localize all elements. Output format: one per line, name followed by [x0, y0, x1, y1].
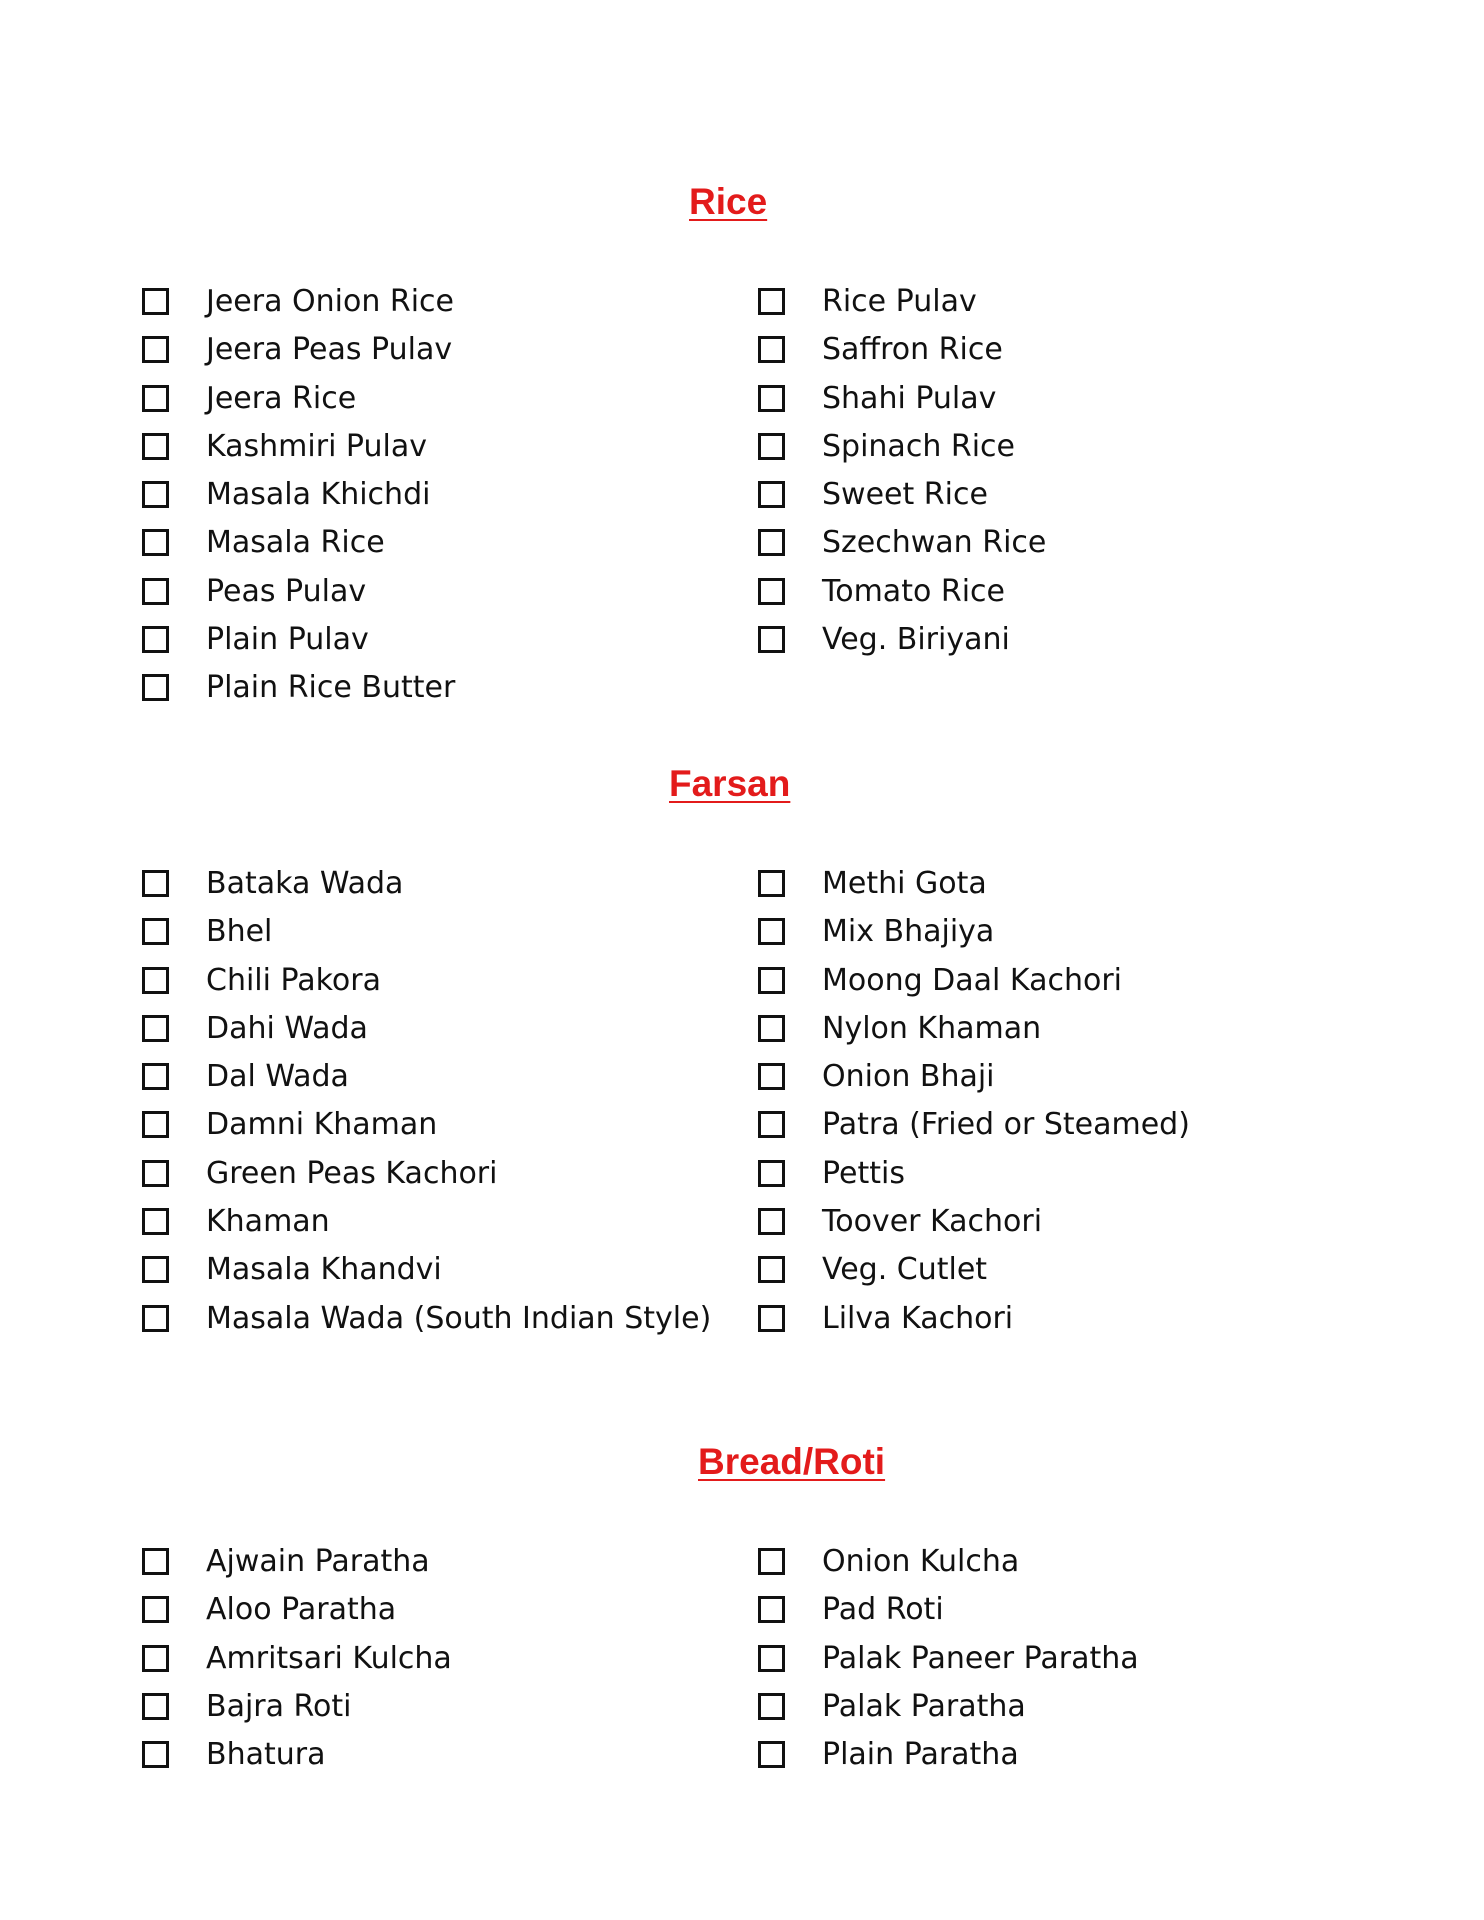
- checkbox[interactable]: [758, 1596, 785, 1623]
- item-label: Dal Wada: [206, 1059, 349, 1095]
- item-label: Damni Khaman: [206, 1107, 438, 1143]
- checkbox[interactable]: [758, 288, 785, 315]
- checkbox[interactable]: [142, 1741, 169, 1768]
- item-label: Pettis: [822, 1155, 905, 1191]
- checkbox[interactable]: [142, 1111, 169, 1138]
- item-label: Khaman: [206, 1204, 330, 1240]
- section-title-farsan: Farsan: [669, 763, 791, 804]
- item-label: Ajwain Paratha: [206, 1544, 430, 1579]
- checkbox[interactable]: [142, 626, 169, 653]
- checkbox[interactable]: [758, 481, 785, 508]
- item-label: Jeera Rice: [206, 380, 357, 416]
- checkbox[interactable]: [758, 1208, 785, 1235]
- item-label: Bajra Roti: [206, 1688, 352, 1724]
- item-label: Mix Bhajiya: [822, 914, 995, 950]
- checkbox[interactable]: [758, 1305, 785, 1332]
- item-label: Plain Pulav: [206, 622, 369, 658]
- item-label: Amritsari Kulcha: [206, 1640, 452, 1676]
- item-label: Saffron Rice: [822, 332, 1003, 368]
- item-label: Veg. Biriyani: [822, 622, 1010, 658]
- checkbox[interactable]: [142, 1548, 169, 1575]
- item-label: Sweet Rice: [822, 477, 988, 513]
- item-label: Nylon Khaman: [822, 1010, 1042, 1046]
- item-label: Dahi Wada: [206, 1010, 368, 1046]
- checkbox[interactable]: [142, 1208, 169, 1235]
- checkbox[interactable]: [758, 385, 785, 412]
- checkbox[interactable]: [142, 433, 169, 460]
- item-label: Patra (Fried or Steamed): [822, 1107, 1190, 1143]
- item-label: Jeera Peas Pulav: [206, 332, 453, 368]
- item-label: Veg. Cutlet: [822, 1252, 988, 1288]
- checkbox[interactable]: [758, 1693, 785, 1720]
- checkbox[interactable]: [758, 578, 785, 605]
- item-label: Palak Paratha: [822, 1688, 1026, 1724]
- item-label: Bhatura: [206, 1737, 326, 1773]
- section-title-rice: Rice: [689, 181, 768, 222]
- item-label: Shahi Pulav: [822, 380, 997, 416]
- checkbox[interactable]: [758, 433, 785, 460]
- item-label: Peas Pulav: [206, 573, 367, 609]
- checkbox[interactable]: [758, 918, 785, 945]
- item-label: Palak Paneer Paratha: [822, 1640, 1139, 1676]
- item-label: Masala Rice: [206, 525, 385, 561]
- checkbox[interactable]: [142, 1256, 169, 1283]
- item-label: Moong Daal Kachori: [822, 962, 1122, 998]
- checkbox[interactable]: [758, 1063, 785, 1090]
- checkbox[interactable]: [142, 481, 169, 508]
- checkbox[interactable]: [758, 1111, 785, 1138]
- checkbox[interactable]: [758, 1548, 785, 1575]
- checkbox[interactable]: [758, 1160, 785, 1187]
- item-label: Onion Kulcha: [822, 1544, 1020, 1579]
- item-label: Chili Pakora: [206, 962, 382, 998]
- item-label: Kashmiri Pulav: [206, 428, 427, 464]
- checkbox[interactable]: [142, 1063, 169, 1090]
- item-label: Toover Kachori: [822, 1204, 1043, 1240]
- checkbox[interactable]: [758, 1645, 785, 1672]
- checkbox[interactable]: [142, 1645, 169, 1672]
- checkbox[interactable]: [142, 385, 169, 412]
- item-label: Aloo Paratha: [206, 1592, 397, 1628]
- checkbox[interactable]: [758, 870, 785, 897]
- checkbox[interactable]: [758, 529, 785, 556]
- item-label: Masala Khichdi: [206, 477, 431, 513]
- item-label: Spinach Rice: [822, 428, 1015, 464]
- item-label: Jeera Onion Rice: [206, 284, 455, 319]
- checkbox[interactable]: [758, 1015, 785, 1042]
- checkbox[interactable]: [142, 1596, 169, 1623]
- section-title-bread-roti: Bread/Roti: [698, 1441, 886, 1482]
- item-label: Onion Bhaji: [822, 1059, 995, 1095]
- checkbox[interactable]: [142, 1305, 169, 1332]
- item-label: Szechwan Rice: [822, 525, 1047, 561]
- checkbox[interactable]: [142, 967, 169, 994]
- item-label: Plain Rice Butter: [206, 670, 456, 706]
- checkbox[interactable]: [142, 578, 169, 605]
- item-label: Rice Pulav: [822, 284, 977, 319]
- checkbox[interactable]: [142, 288, 169, 315]
- item-label: Bataka Wada: [206, 866, 404, 901]
- item-label: Bhel: [206, 914, 273, 950]
- checkbox[interactable]: [758, 1256, 785, 1283]
- checkbox[interactable]: [758, 336, 785, 363]
- checkbox[interactable]: [142, 918, 169, 945]
- checkbox[interactable]: [142, 1693, 169, 1720]
- item-label: Lilva Kachori: [822, 1300, 1014, 1336]
- checkbox[interactable]: [142, 870, 169, 897]
- checkbox[interactable]: [142, 336, 169, 363]
- checkbox[interactable]: [142, 1015, 169, 1042]
- item-label: Tomato Rice: [822, 573, 1005, 609]
- checkbox[interactable]: [142, 529, 169, 556]
- item-label: Methi Gota: [822, 866, 987, 901]
- checkbox[interactable]: [758, 967, 785, 994]
- item-label: Pad Roti: [822, 1592, 944, 1628]
- checkbox[interactable]: [142, 674, 169, 701]
- item-label: Masala Wada (South Indian Style): [206, 1300, 712, 1336]
- item-label: Green Peas Kachori: [206, 1155, 498, 1191]
- item-label: Plain Paratha: [822, 1737, 1019, 1773]
- checkbox[interactable]: [758, 626, 785, 653]
- checkbox[interactable]: [142, 1160, 169, 1187]
- checkbox[interactable]: [758, 1741, 785, 1768]
- item-label: Masala Khandvi: [206, 1252, 442, 1288]
